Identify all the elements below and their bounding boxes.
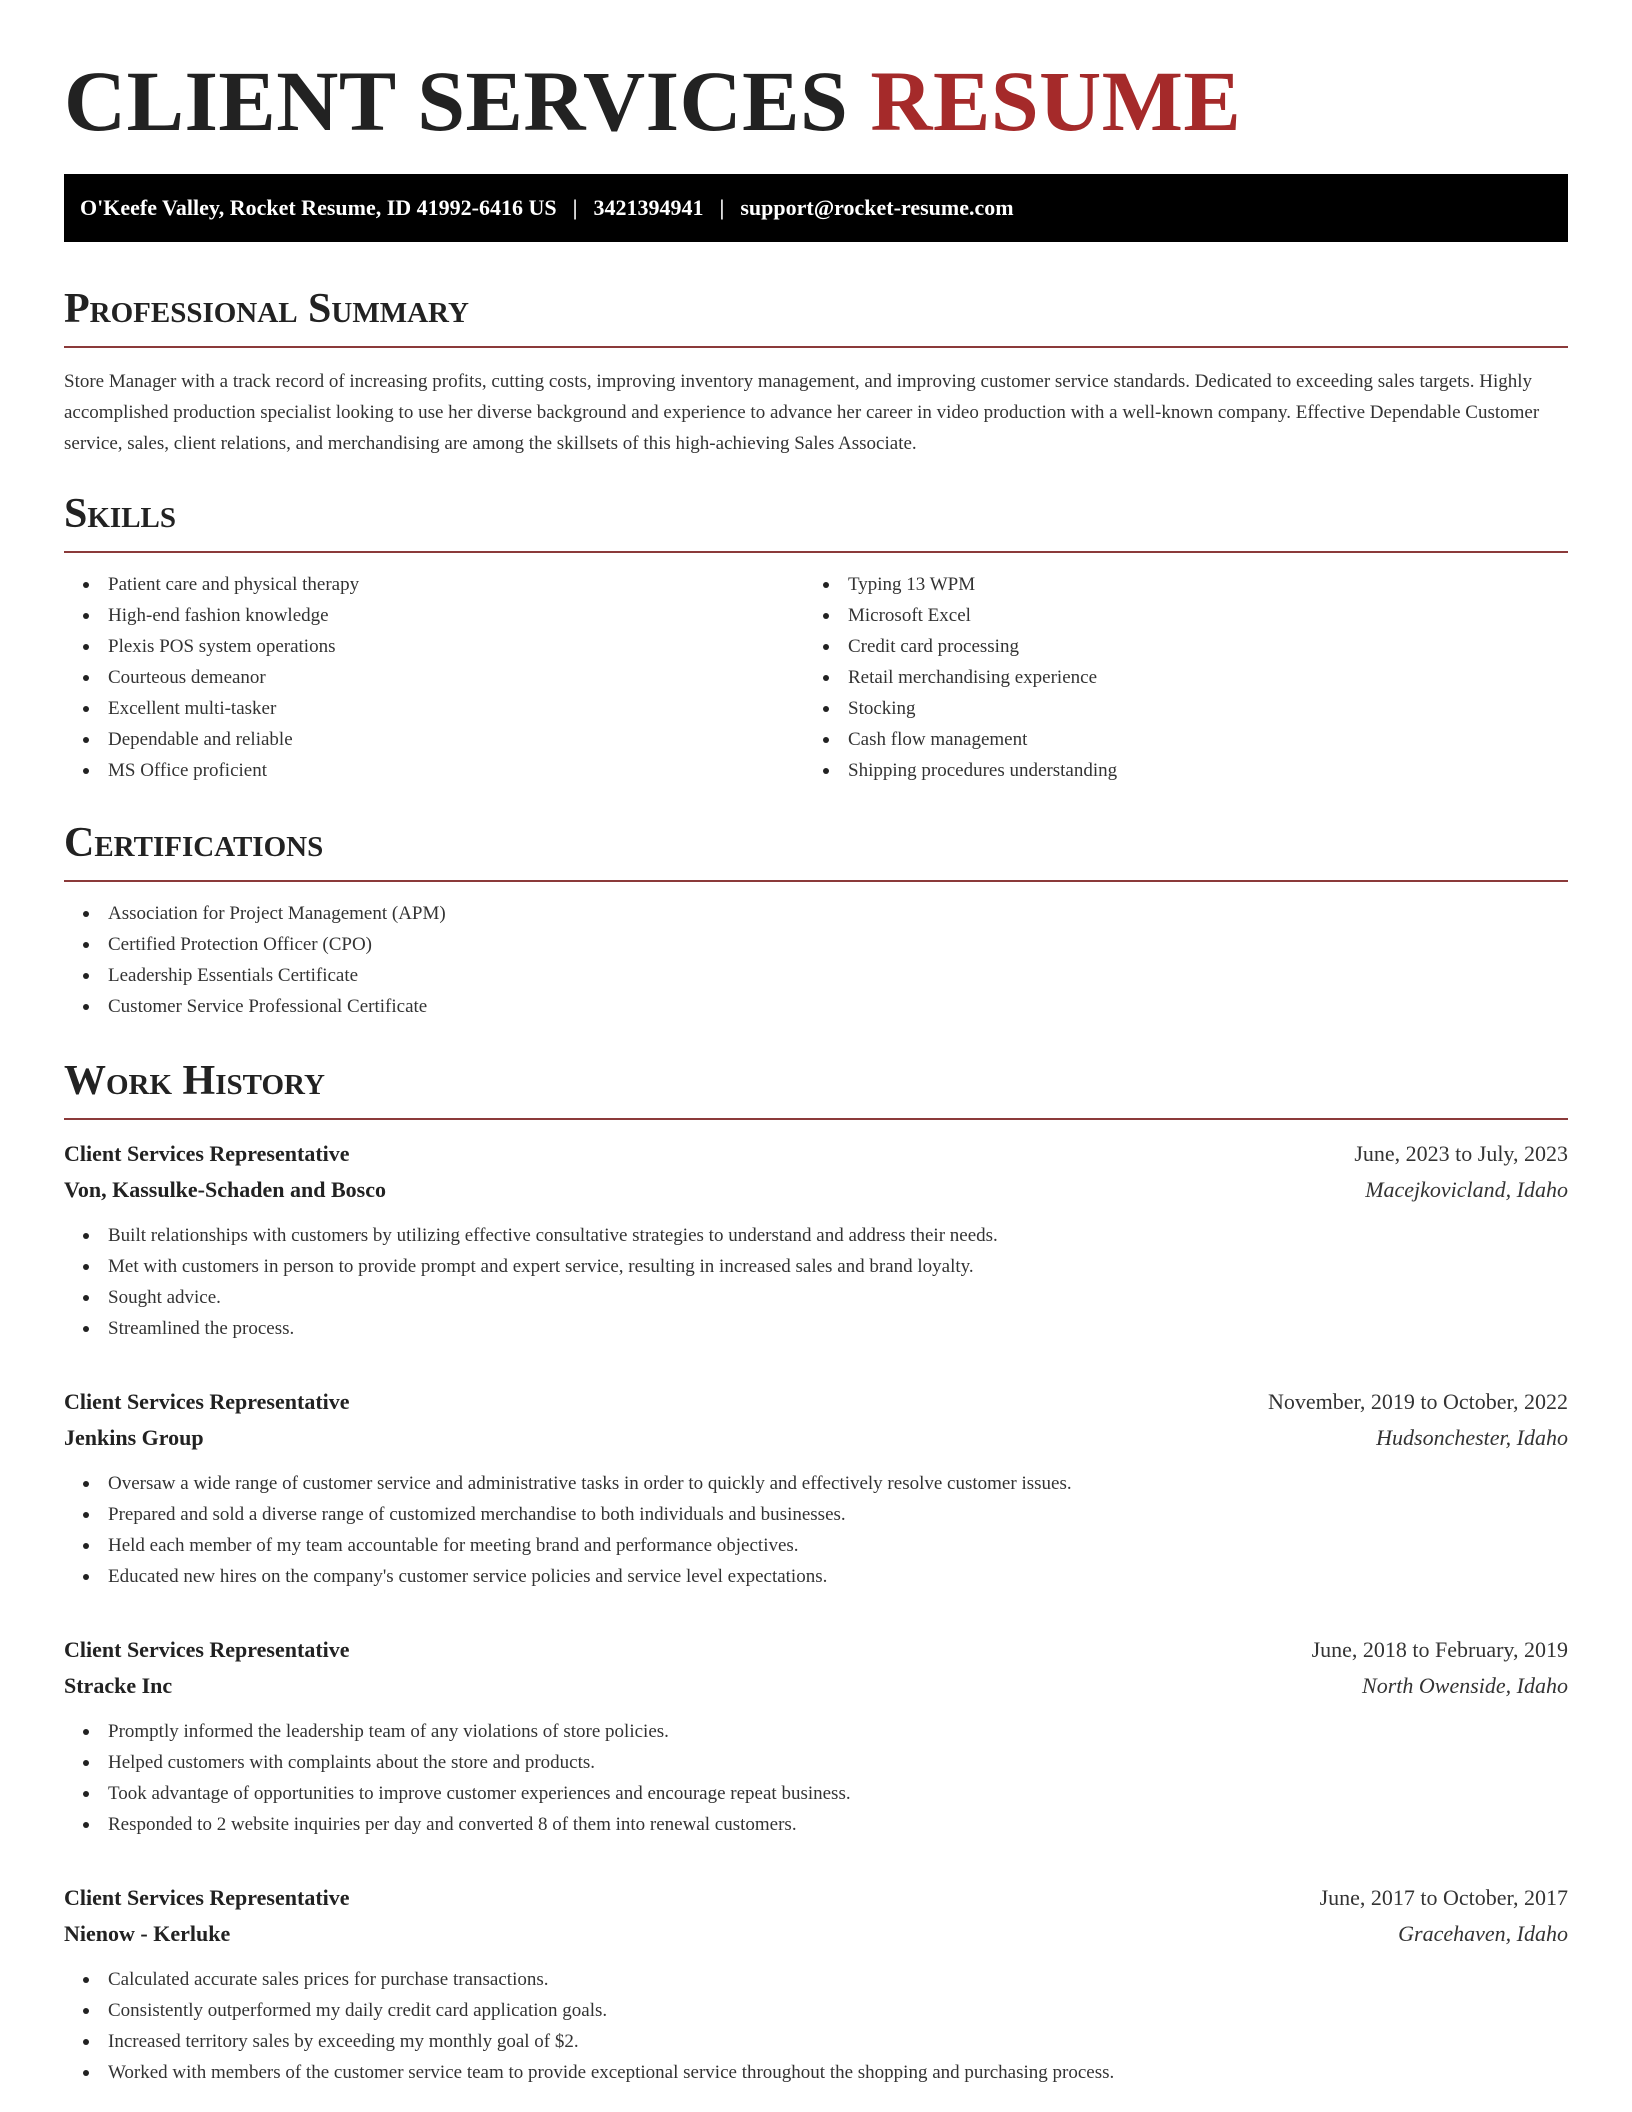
skill-item: Excellent multi-tasker: [64, 693, 804, 724]
job-bullet: Met with customers in person to provide prompt and expert service, resulting in increased sales and brand loyalty.: [64, 1251, 1568, 1282]
contact-phone[interactable]: 3421394941: [593, 195, 704, 220]
job-bullet: Helped customers with complaints about the store and products.: [64, 1747, 1568, 1778]
job-bullet: Prepared and sold a diverse range of customized merchandise to both individuals and businesses.: [64, 1499, 1568, 1530]
job-entry: [64, 1632, 1568, 1840]
skills-list-left: [64, 569, 804, 786]
job-bullet: Oversaw a wide range of customer service and administrative tasks in order to quickly and effectively resolve customer issues.: [64, 1468, 1568, 1499]
job-company-row: [64, 1172, 1568, 1208]
skills-columns: [64, 569, 1568, 786]
job-title: Client Services Representative: [64, 1885, 350, 1910]
job-bullets: [64, 1716, 1568, 1840]
certifications-heading: Certifications: [64, 822, 1568, 882]
skills-heading: Skills: [64, 493, 1568, 553]
job-bullet: Increased territory sales by exceeding my monthly goal of $2.: [64, 2026, 1568, 2057]
job-company: Stracke Inc: [64, 1673, 173, 1698]
certification-item: Customer Service Professional Certificate: [64, 991, 1568, 1022]
job-bullet: Worked with members of the customer service team to provide exceptional service throughout the shopping and purchasing process.: [64, 2057, 1568, 2088]
skill-item: Dependable and reliable: [64, 724, 804, 755]
summary-text: Store Manager with a track record of increasing profits, cutting costs, improving inventory management, and improving customer service standards. Dedicated to exceeding sales targets. Highly accomplished production specialist looking to use her diverse background and experience to advance her career in video production with a well-known company. Effective Dependable Customer service, sales, client relations, and merchandising are among the skillsets of this high-achieving Sales Associate.: [64, 371, 1540, 454]
job-bullet: Streamlined the process.: [64, 1313, 1568, 1344]
contact-email[interactable]: support@rocket-resume.com: [740, 195, 1014, 220]
job-entry: [64, 1384, 1568, 1592]
resume-title-accent: RESUME: [870, 53, 1242, 149]
job-title: Client Services Representative: [64, 1637, 350, 1662]
skill-item: Retail merchandising experience: [804, 662, 1544, 693]
skill-item: Stocking: [804, 693, 1544, 724]
skill-item: Courteous demeanor: [64, 662, 804, 693]
job-company: Nienow - Kerluke: [64, 1921, 231, 1946]
skill-item: Credit card processing: [804, 631, 1544, 662]
job-dates: June, 2018 to February, 2019: [1311, 1637, 1568, 1662]
contact-bar: [64, 174, 1568, 242]
job-company: Von, Kassulke-Schaden and Bosco: [64, 1177, 386, 1202]
job-company-row: [64, 1668, 1568, 1704]
contact-separator: |: [719, 195, 725, 220]
job-title: Client Services Representative: [64, 1389, 350, 1414]
job-location: Hudsonchester, Idaho: [1376, 1425, 1568, 1450]
job-location: Macejkovicland, Idaho: [1365, 1177, 1568, 1202]
job-location: Gracehaven, Idaho: [1398, 1921, 1568, 1946]
skill-item: MS Office proficient: [64, 755, 804, 786]
resume-title: [64, 0, 1568, 149]
job-header-row: [64, 1136, 1568, 1172]
certification-item: Leadership Essentials Certificate: [64, 960, 1568, 991]
contact-separator: |: [572, 195, 578, 220]
job-bullets: [64, 1468, 1568, 1592]
job-company-row: [64, 1916, 1568, 1952]
job-location: North Owenside, Idaho: [1362, 1673, 1568, 1698]
skill-item: High-end fashion knowledge: [64, 600, 804, 631]
skill-item: Shipping procedures understanding: [804, 755, 1544, 786]
work-history-heading: Work History: [64, 1060, 1568, 1120]
job-bullet: Consistently outperformed my daily credit card application goals.: [64, 1995, 1568, 2026]
skill-item: Patient care and physical therapy: [64, 569, 804, 600]
job-entry: [64, 1136, 1568, 1344]
job-bullet: Held each member of my team accountable for meeting brand and performance objectives.: [64, 1530, 1568, 1561]
job-company-row: [64, 1420, 1568, 1456]
job-dates: June, 2023 to July, 2023: [1354, 1141, 1568, 1166]
job-bullets: [64, 1220, 1568, 1344]
job-title: Client Services Representative: [64, 1141, 350, 1166]
job-bullet: Promptly informed the leadership team of any violations of store policies.: [64, 1716, 1568, 1747]
job-bullet: Responded to 2 website inquiries per day and converted 8 of them into renewal customers.: [64, 1809, 1568, 1840]
skill-item: Cash flow management: [804, 724, 1544, 755]
certification-item: Association for Project Management (APM): [64, 898, 1568, 929]
job-bullet: Sought advice.: [64, 1282, 1568, 1313]
skills-list-right: [804, 569, 1544, 786]
job-header-row: [64, 1632, 1568, 1668]
job-dates: November, 2019 to October, 2022: [1267, 1389, 1568, 1414]
skill-item: Typing 13 WPM: [804, 569, 1544, 600]
job-header-row: [64, 1880, 1568, 1916]
contact-address: O'Keefe Valley, Rocket Resume, ID 41992-6416 US: [80, 195, 557, 220]
job-entry: [64, 1880, 1568, 2088]
job-header-row: [64, 1384, 1568, 1420]
job-bullet: Educated new hires on the company's customer service policies and service level expectations.: [64, 1561, 1568, 1592]
certification-item: Certified Protection Officer (CPO): [64, 929, 1568, 960]
job-bullet: Took advantage of opportunities to improve customer experiences and encourage repeat business.: [64, 1778, 1568, 1809]
job-bullets: [64, 1964, 1568, 2088]
skill-item: Plexis POS system operations: [64, 631, 804, 662]
job-bullet: Calculated accurate sales prices for purchase transactions.: [64, 1964, 1568, 1995]
skill-item: Microsoft Excel: [804, 600, 1544, 631]
certifications-list: [64, 898, 1568, 1022]
resume-title-main: CLIENT SERVICES: [64, 53, 849, 149]
job-company: Jenkins Group: [64, 1425, 204, 1450]
job-bullet: Built relationships with customers by utilizing effective consultative strategies to understand and address their needs.: [64, 1220, 1568, 1251]
summary-heading: Professional Summary: [64, 288, 1568, 348]
job-dates: June, 2017 to October, 2017: [1319, 1885, 1568, 1910]
